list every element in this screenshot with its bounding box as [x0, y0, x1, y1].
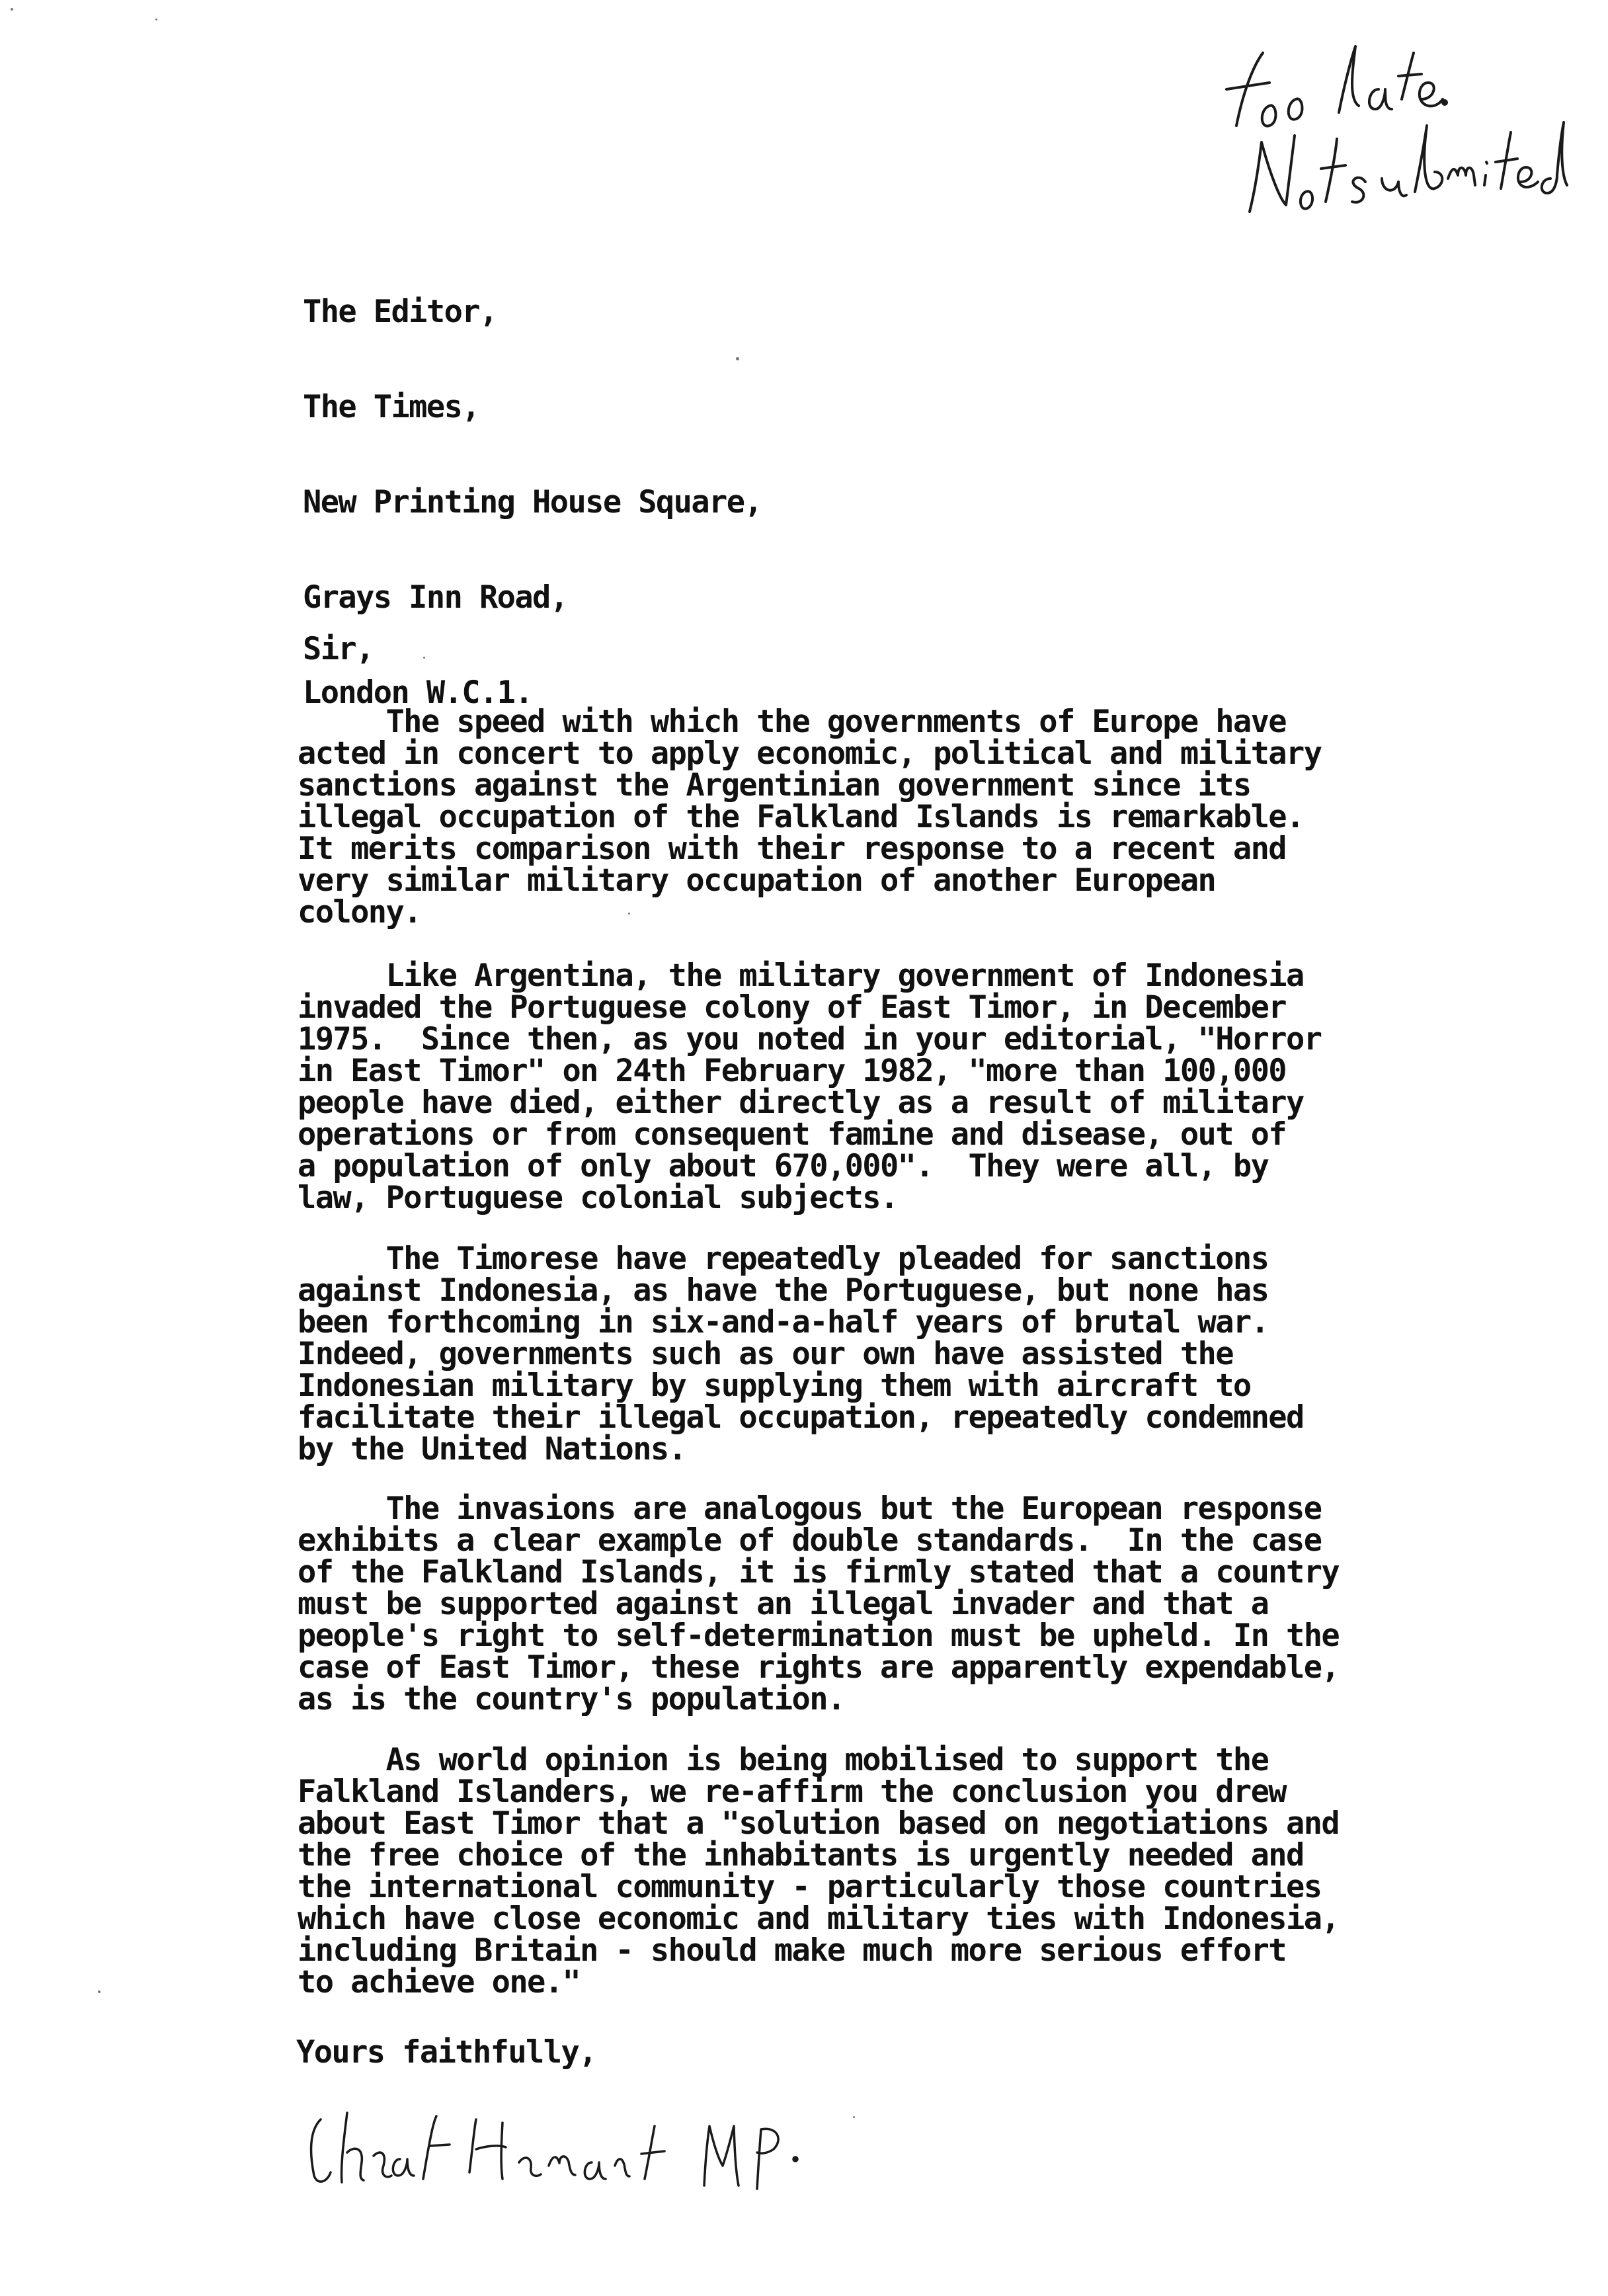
paragraph-line: The invasions are analogous but the European response	[298, 1491, 1322, 1527]
scan-speck	[11, 8, 13, 11]
paragraph-line: facilitate their illegal occupation, repeatedly condemned	[298, 1399, 1304, 1436]
paragraph-line: case of East Timor, these rights are apparently expendable,	[298, 1649, 1340, 1686]
paragraph-line: colony.	[298, 894, 421, 930]
address-line: New Printing House Square,	[303, 484, 762, 520]
paragraph-line: people have died, either directly as a result of military	[298, 1085, 1304, 1121]
closing: Yours faithfully,	[296, 2034, 596, 2070]
body-paragraph-5	[298, 1744, 1339, 1998]
paragraph-line: The speed with which the governments of Europe have	[298, 704, 1286, 740]
paragraph-line: by the United Nations.	[298, 1431, 686, 1467]
paragraph-line: Like Argentina, the military government of Indonesia	[298, 958, 1304, 994]
paragraph-line: invaded the Portuguese colony of East Timor, in December	[298, 989, 1286, 1026]
paragraph-line: Falkland Islanders, we re-affirm the conclusion you drew	[298, 1774, 1286, 1810]
paragraph-line: 1975. Since then, as you noted in your editorial, "Horror	[298, 1021, 1322, 1057]
paragraph-line: As world opinion is being mobilised to support the	[298, 1742, 1269, 1778]
salutation: Sir,	[303, 631, 374, 667]
paragraph-line: against Indonesia, as have the Portuguese, but none has	[298, 1272, 1269, 1309]
paragraph-line: Indeed, governments such as our own have assisted the	[298, 1336, 1233, 1372]
scan-speck	[628, 913, 630, 915]
scan-speck	[736, 357, 739, 360]
handwritten-signature	[301, 2100, 883, 2199]
paragraph-line: a population of only about 670,000". They were all, by	[298, 1148, 1269, 1184]
paragraph-line: acted in concert to apply economic, political and military	[298, 735, 1322, 772]
scan-speck	[423, 657, 425, 659]
body-paragraph-2	[298, 960, 1321, 1214]
paragraph-line: the free choice of the inhabitants is urgently needed and	[298, 1837, 1304, 1873]
address-line: The Editor,	[303, 294, 497, 330]
paragraph-line: which have close economic and military ties with Indonesia,	[298, 1901, 1340, 1937]
body-paragraph-3	[298, 1243, 1304, 1465]
paragraph-line: law, Portuguese colonial subjects.	[298, 1180, 898, 1216]
paragraph-line: about East Timor that a "solution based on negotiations and	[298, 1805, 1340, 1842]
paragraph-line: operations or from consequent famine and disease, out of	[298, 1116, 1286, 1153]
paragraph-line: in East Timor" on 24th February 1982, "more than 100,000	[298, 1053, 1286, 1089]
paragraph-line: illegal occupation of the Falkland Islands is remarkable.	[298, 799, 1304, 835]
paragraph-line: people's right to self-determination must be upheld. In the	[298, 1618, 1340, 1654]
recipient-address	[303, 233, 762, 772]
paragraph-line: including Britain - should make much more serious effort	[298, 1932, 1286, 1969]
paragraph-line: Indonesian military by supplying them with aircraft to	[298, 1368, 1251, 1404]
body-paragraph-1	[298, 706, 1321, 928]
scan-speck	[155, 19, 157, 20]
paragraph-line: been forthcoming in six-and-a-half years of brutal war.	[298, 1304, 1269, 1340]
paragraph-line: very similar military occupation of another European	[298, 862, 1216, 899]
paragraph-line: must be supported against an illegal invader and that a	[298, 1586, 1269, 1622]
body-paragraph-4	[298, 1493, 1339, 1715]
paragraph-line: It merits comparison with their response to a recent and	[298, 831, 1286, 867]
paragraph-line: as is the country's population.	[298, 1681, 845, 1717]
paragraph-line: of the Falkland Islands, it is firmly stated that a country	[298, 1554, 1340, 1590]
paragraph-line: The Timorese have repeatedly pleaded for sanctions	[298, 1241, 1269, 1277]
paragraph-line: sanctions against the Argentinian government since its	[298, 767, 1251, 803]
paragraph-line: exhibits a clear example of double standards. In the case	[298, 1522, 1322, 1559]
handwritten-note	[1223, 26, 1593, 225]
scan-speck	[853, 2116, 855, 2118]
address-line: The Times,	[303, 389, 479, 425]
address-line: Grays Inn Road,	[303, 579, 568, 616]
address-line: London W.C.1.	[303, 675, 533, 711]
paragraph-line: the international community - particularly those countries	[298, 1869, 1322, 1905]
paragraph-line: to achieve one."	[298, 1964, 581, 2000]
scan-speck	[98, 1990, 100, 1993]
